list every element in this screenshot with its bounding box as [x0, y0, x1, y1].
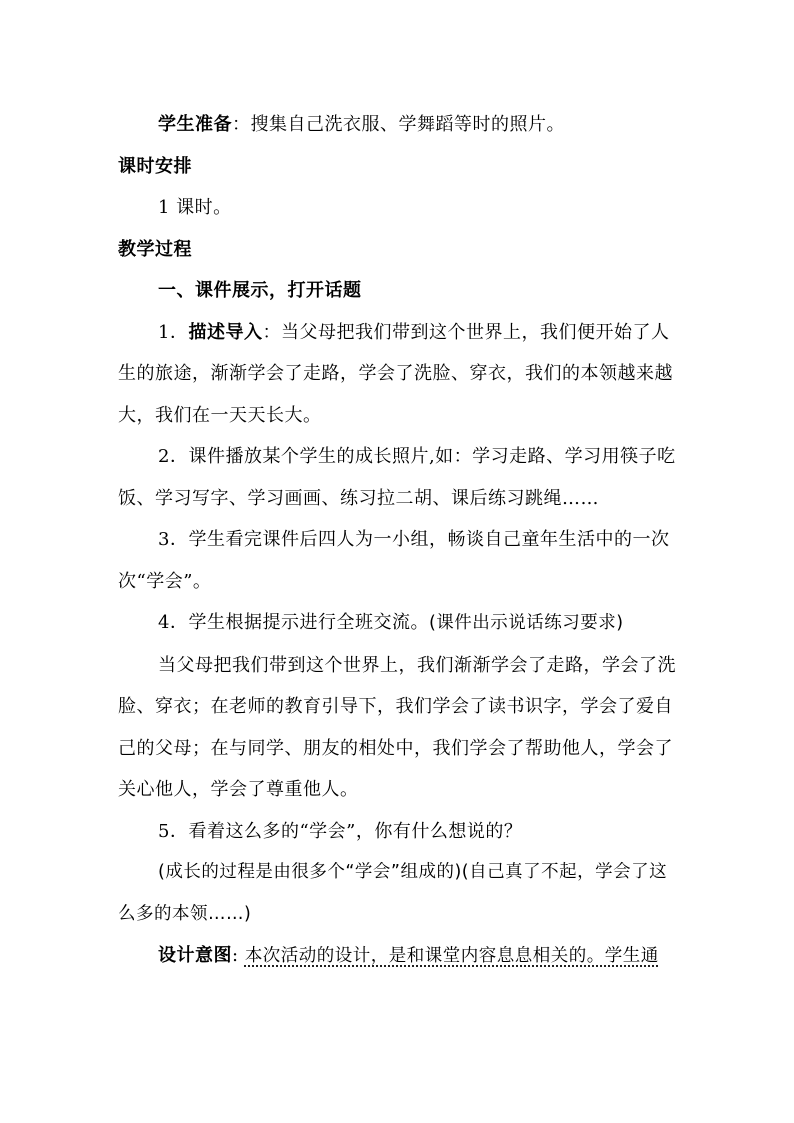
student-prep-label: 学生准备: [158, 114, 232, 135]
item-3-paragraph: 3．学生看完课件后四人为一小组，畅谈自己童年生活中的一次次“学会”。: [118, 529, 670, 592]
item-5-paragraph: 5．看着这么多的“学会”，你有什么想说的？: [158, 820, 523, 842]
design-intent-text: 本次活动的设计，是和课堂内容息息相关的。学生通: [244, 946, 659, 966]
item-1-label: 描述导入: [188, 321, 263, 343]
design-intent-colon: :: [232, 945, 239, 966]
item-1-text: ：当父母把我们带到这个世界上，我们便开始了人生的旅途，渐渐学会了走路，学会了洗脸、穿衣，我们的本领越来越大，我们在一天天长大。: [118, 321, 673, 426]
schedule-text: 1 课时。: [158, 197, 232, 218]
design-intent-label: 设计意图: [158, 945, 232, 966]
design-intent-paragraph: [118, 935, 678, 978]
student-prep-paragraph: [118, 104, 678, 146]
item-1-number: 1．: [158, 321, 189, 343]
item-4-note: (课件出示说话练习要求): [428, 613, 624, 633]
item-4-text: 4．学生根据提示进行全班交流。: [158, 612, 429, 633]
section1-heading: 一、课件展示，打开话题: [158, 280, 362, 301]
schedule-heading: 课时安排: [118, 155, 192, 177]
item-4-paragraph: [118, 602, 678, 645]
item-2-paragraph: 2．课件播放某个学生的成长照片,如：学习走路、学习用筷子吃饭、学习写字、学习画画、练习拉二胡、课后练习跳绳……: [118, 446, 676, 509]
item-1-paragraph: [118, 312, 678, 437]
student-prep-text: ：搜集自己洗衣服、学舞蹈等时的照片。: [232, 114, 565, 135]
item-5-answer: (成长的过程是由很多个“学会”组成的)(自己真了不起，学会了这么多的本领……): [118, 862, 668, 924]
document-body: [118, 104, 678, 978]
process-heading: 教学过程: [118, 238, 192, 260]
item-4-example-paragraph: 当父母把我们带到这个世界上，我们渐渐学会了走路，学会了洗脸、穿衣；在老师的教育引导下，我们学会了读书识字，学会了爱自己的父母；在与同学、朋友的相处中，我们学会了帮助他人，学会了关心他人，学会了尊重他人。: [118, 654, 676, 800]
